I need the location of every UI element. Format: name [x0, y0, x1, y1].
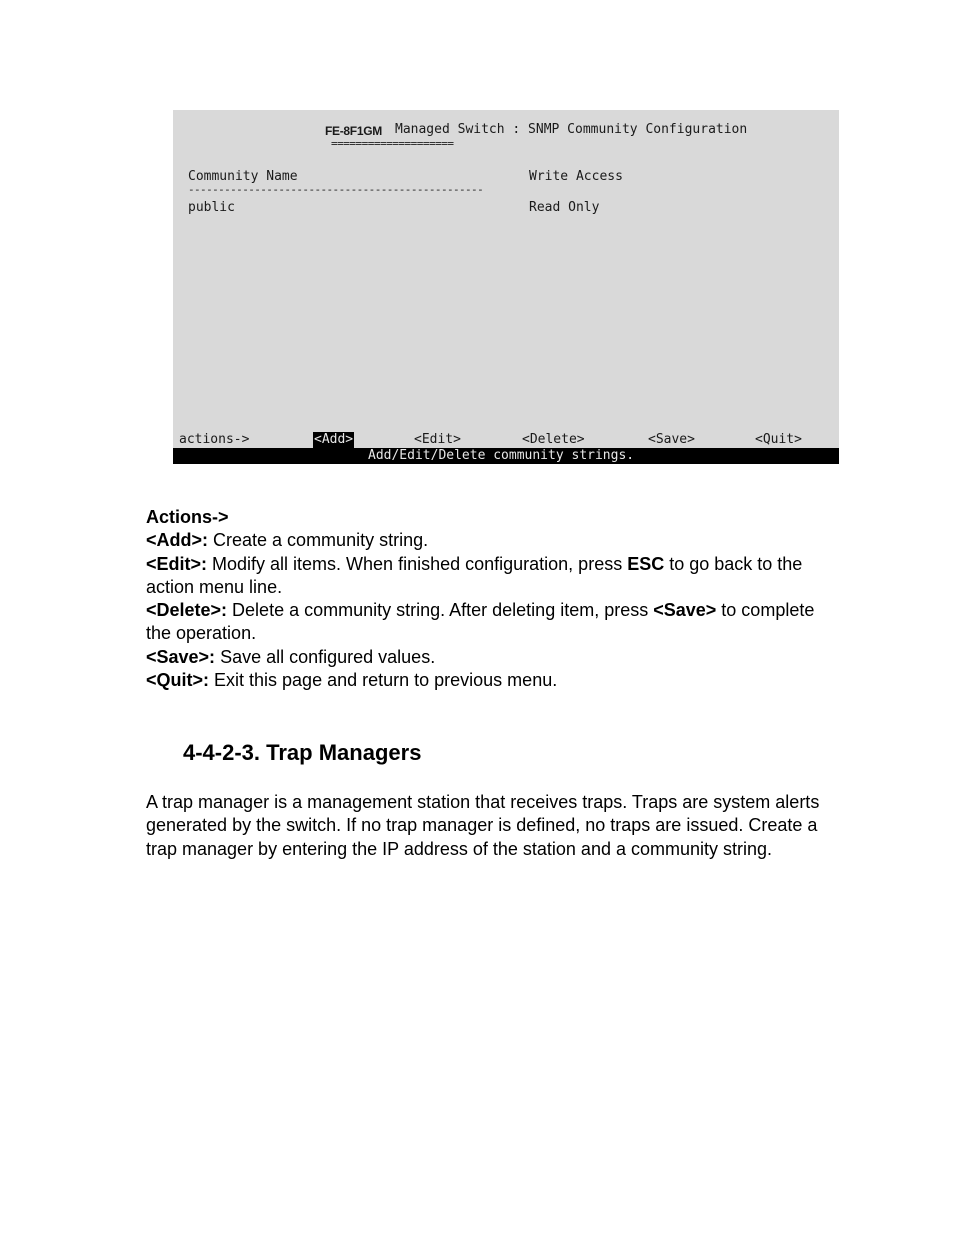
- actions-heading: Actions->: [146, 507, 229, 527]
- table-divider: -------------------------------------------------: [188, 183, 484, 196]
- edit-description: <Edit>: Modify all items. When finished configuration, press ESC to go back to the action menu line.: [146, 553, 803, 597]
- table-row-community-name[interactable]: public: [188, 200, 235, 215]
- section-heading: 4-4-2-3. Trap Managers: [183, 740, 422, 765]
- title-underline: ====================: [331, 137, 454, 150]
- snmp-community-screenshot: [173, 110, 839, 464]
- edit-action-button[interactable]: <Edit>: [414, 432, 461, 447]
- table-row-write-access: Read Only: [529, 200, 600, 215]
- column-header-write-access: Write Access: [529, 169, 623, 184]
- screen-title: Managed Switch : SNMP Community Configuration: [395, 122, 748, 137]
- actions-label: actions->: [179, 432, 250, 447]
- quit-description: <Quit>: Exit this page and return to previous menu.: [146, 670, 558, 691]
- body-paragraph: A trap manager is a management station that receives traps. Traps are system alerts generated by the switch. If no trap manager is defined, no traps are issued. Create a trap manager by entering the IP address of the station and a community string.: [146, 792, 820, 859]
- product-name: FE-8F1GM: [325, 124, 382, 138]
- delete-description: <Delete>: Delete a community string. After deleting item, press <Save> to complete the operation.: [146, 600, 815, 644]
- status-text: Add/Edit/Delete community strings.: [368, 448, 635, 463]
- column-header-community-name: Community Name: [188, 169, 298, 184]
- quit-action-button[interactable]: <Quit>: [755, 432, 802, 447]
- save-action-button[interactable]: <Save>: [648, 432, 695, 447]
- delete-action-button[interactable]: <Delete>: [522, 432, 585, 447]
- add-action-button[interactable]: <Add>: [314, 432, 354, 447]
- save-description: <Save>: Save all configured values.: [146, 646, 436, 667]
- actions-description: [146, 506, 826, 692]
- action-menu: [173, 432, 839, 448]
- status-bar: [173, 448, 839, 464]
- add-description: <Add>: Create a community string.: [146, 530, 429, 551]
